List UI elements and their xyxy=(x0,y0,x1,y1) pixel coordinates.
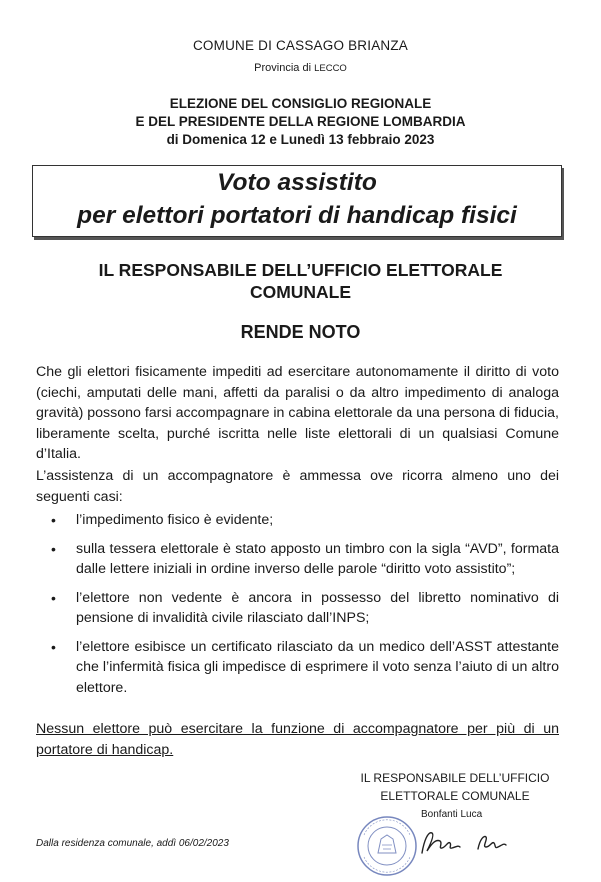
list-item-text: l’impedimento fisico è evidente; xyxy=(76,512,274,528)
list-item-text: l’elettore non vedente è ancora in possesso del libretto nominativo di pensione di invalidità civile rilasciato dall’INPS; xyxy=(76,589,559,626)
province-prefix: Provincia di xyxy=(254,62,312,74)
footer-date: Dalla residenza comunale, addì 06/02/2023 xyxy=(36,838,229,849)
bullet-icon: • xyxy=(51,540,56,557)
title-line-1: Voto assistito xyxy=(217,169,377,196)
responsible-heading-line-1: IL RESPONSABILE DELL’UFFICIO ELETTORALE xyxy=(98,260,503,280)
list-item xyxy=(36,588,559,629)
signature-title xyxy=(330,769,580,805)
signature-title-line-2: ELETTORALE COMUNALE xyxy=(380,789,530,803)
restriction-paragraph: Nessun elettore può esercitare la funzione di accompagnatore per più di un portatore di handicap. xyxy=(36,721,559,758)
list-item xyxy=(36,510,559,531)
municipal-stamp-icon xyxy=(356,815,418,877)
list-item xyxy=(36,637,559,699)
announcement-heading: RENDE NOTO xyxy=(240,322,361,342)
election-line-2: E DEL PRESIDENTE DELLA REGIONE LOMBARDIA xyxy=(135,114,466,129)
list-item-text: sulla tessera elettorale è stato apposto un timbro con la sigla “AVD”, formata dalle lettere iniziali in ordine inverso delle parole “diritto voto assistito”; xyxy=(76,540,559,577)
signature-title-line-1: IL RESPONSABILE DELL’UFFICIO xyxy=(360,771,550,785)
responsible-heading-line-2: COMUNALE xyxy=(249,282,352,302)
title-box xyxy=(32,165,562,237)
signer-name: Bonfanti Luca xyxy=(421,809,483,820)
cases-list xyxy=(36,510,559,706)
bullet-icon: • xyxy=(51,512,56,528)
title-line-2: per elettori portatori di handicap fisici xyxy=(77,202,517,229)
cases-paragraph: L’assistenza di un accompagnatore è ammessa ove ricorra almeno uno dei seguenti casi: xyxy=(36,468,559,505)
province-line xyxy=(0,62,601,74)
election-heading xyxy=(0,95,601,149)
list-item xyxy=(36,539,559,580)
intro-paragraph: Che gli elettori fisicamente impediti ad esercitare autonomamente il diritto di voto (ciechi, amputati delle mani, affetti da paralisi o da altro impedimento di analoga gravità) possono farsi accompagnare in cabina elettorale da una persona di fiducia, liberamente scelta, purché iscritta nelle liste elettorali di un qualsiasi Comune d’Italia. xyxy=(36,364,559,462)
bullet-icon: • xyxy=(51,589,56,606)
election-line-1: ELEZIONE DEL CONSIGLIO REGIONALE xyxy=(169,96,432,111)
election-line-3: di Domenica 12 e Lunedì 13 febbraio 2023 xyxy=(166,132,435,147)
list-item-text: l’elettore esibisce un certificato rilasciato da un medico dell’ASST attestante che l’infermità fisica gli impedisce di esprimere il voto senza l’aiuto di un altro elettore. xyxy=(76,638,559,696)
province-name: LECCO xyxy=(314,63,347,74)
municipality-name: COMUNE DI CASSAGO BRIANZA xyxy=(192,38,409,53)
bullet-icon: • xyxy=(51,638,56,655)
handwritten-signature-icon xyxy=(418,823,518,863)
responsible-heading xyxy=(0,259,601,303)
